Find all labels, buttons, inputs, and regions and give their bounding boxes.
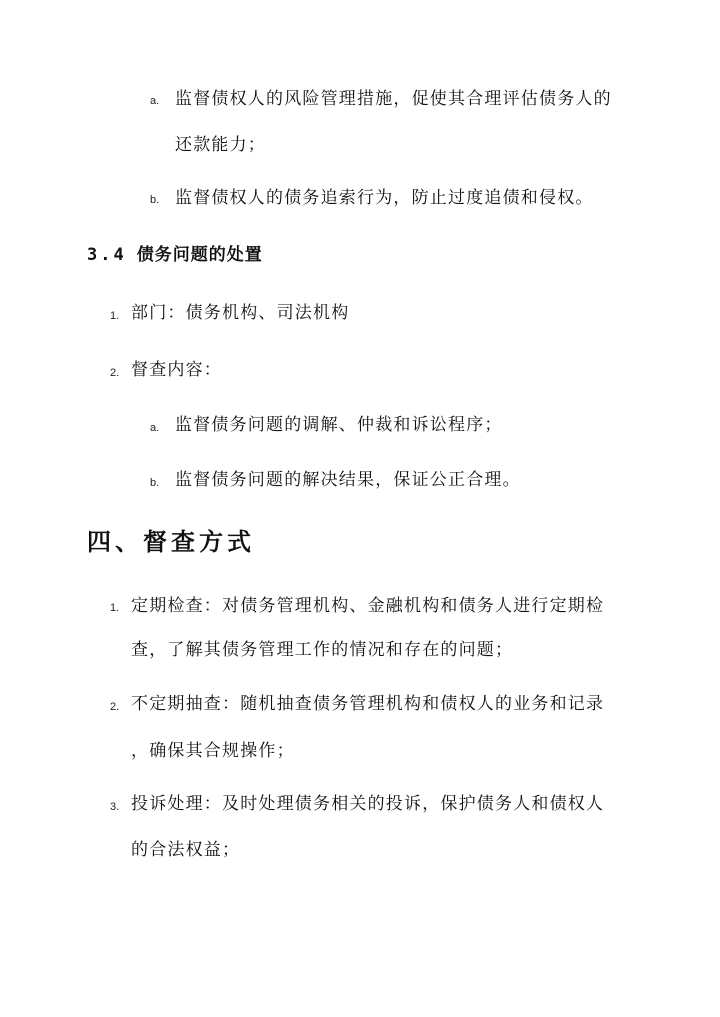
list-marker-2: 2. [110,367,120,379]
list-item-spot-check-line1: 不定期抽查：随机抽查债务管理机构和债权人的业务和记录 [131,694,605,714]
list-item-spot-check-line2: ，确保其合规操作； [131,741,295,761]
section-3-4-number: 3.4 [87,245,127,265]
list-item-regular-check-line2: 查，了解其债务管理工作的情况和存在的问题； [131,640,514,660]
list-marker-a: a. [150,422,160,434]
list-marker-2: 2. [110,701,120,713]
list-marker-b: b. [150,194,160,206]
list-marker-3: 3. [110,801,120,813]
list-item-content: 督查内容： [131,360,222,380]
list-item-complaint-line1: 投诉处理：及时处理债务相关的投诉，保护债务人和债权人 [131,794,605,814]
section-3-4-heading [87,245,263,265]
list-marker-a: a. [150,95,160,107]
list-marker-1: 1. [110,602,120,614]
list-item-mediation: 监督债务问题的调解、仲裁和诉讼程序； [175,415,503,435]
section-4-heading: 四、督查方式 [87,527,255,556]
section-3-4-title: 债务问题的处置 [136,245,263,265]
list-item-a-line2: 还款能力； [175,135,266,155]
list-item-b-line1: 监督债权人的债务追索行为，防止过度追债和侵权。 [175,188,594,208]
list-item-a-line1: 监督债权人的风险管理措施，促使其合理评估债务人的 [175,89,612,109]
list-item-regular-check-line1: 定期检查：对债务管理机构、金融机构和债务人进行定期检 [131,596,605,616]
list-item-result: 监督债务问题的解决结果，保证公正合理。 [175,470,521,490]
list-item-department: 部门：债务机构、司法机构 [131,303,350,323]
list-item-complaint-line2: 的合法权益； [131,840,241,860]
list-marker-b: b. [150,477,160,489]
list-marker-1: 1. [110,310,120,322]
